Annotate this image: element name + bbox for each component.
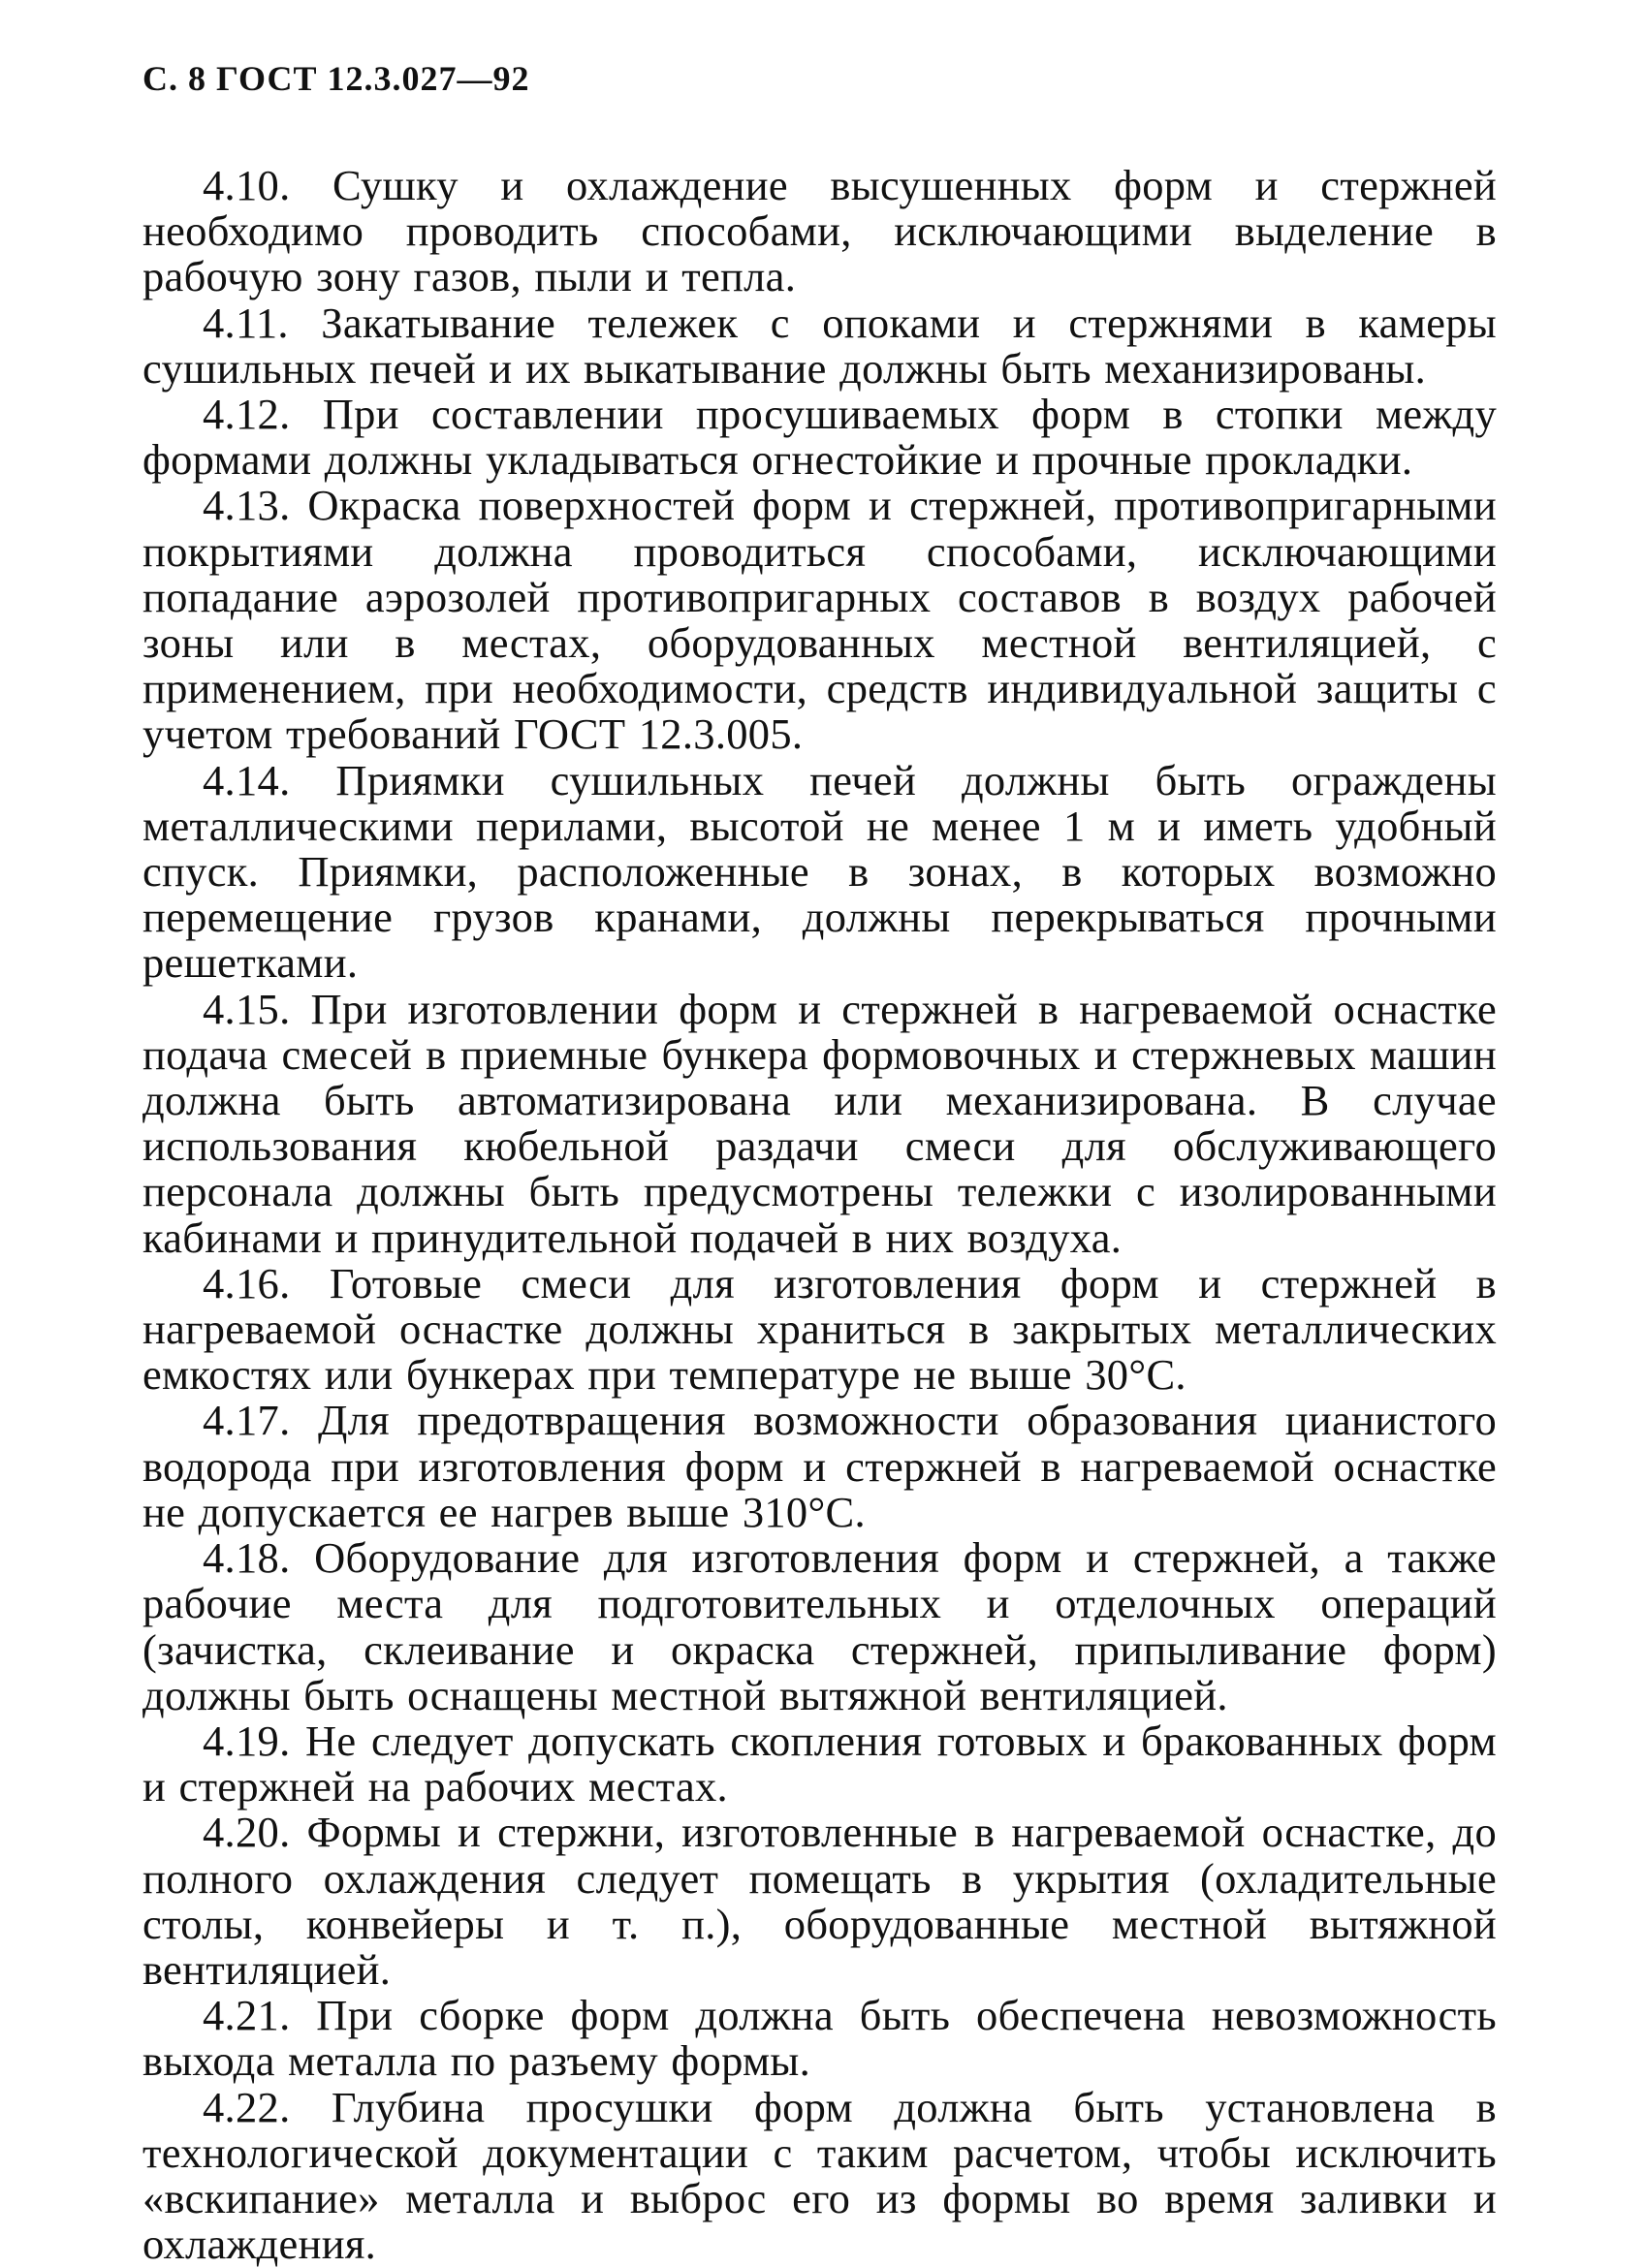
paragraph-4-17: 4.17. Для предотвращения возможности образования цианистого водорода при изготовления форм и стержней в нагреваемой оснастке не допускается ее нагрев выше 310°С. xyxy=(142,1396,1497,1536)
paragraph-4-12: 4.12. При составлении просушиваемых форм в стопки между формами должны укладываться огнестойкие и прочные прокладки. xyxy=(142,390,1497,485)
document-body xyxy=(142,163,1497,2267)
paragraph-4-16: 4.16. Готовые смеси для изготовления форм и стержней в нагреваемой оснастке должны храниться в закрытых металлических емкостях или бункерах при температуре не выше 30°С. xyxy=(142,1258,1497,1400)
paragraph-4-20: 4.20. Формы и стержни, изготовленные в нагреваемой оснастке, до полного охлаждения следует помещать в укрытия (охладительные столы, конвейеры и т. п.), оборудованные местной вытяжной вентиляцией. xyxy=(142,1808,1497,1994)
paragraph-4-10: 4.10. Сушку и охлаждение высушенных форм и стержней необходимо проводить способами, исключающими выделение в рабочую зону газов, пыли и тепла. xyxy=(142,161,1497,301)
paragraph-4-18: 4.18. Оборудование для изготовления форм и стержней, а также рабочие места для подготовительных и отделочных операций (зачистка, склеивание и окраска стержней, припыливание форм) должны быть оснащены местной вытяжной вентиляцией. xyxy=(142,1533,1497,1719)
paragraph-4-14: 4.14. Приямки сушильных печей должны быть ограждены металлическими перилами, высотой не менее 1 м и иметь удобный спуск. Приямки, расположенные в зонах, в которых возможно перемещение грузов кранами, должны перекрываться прочными решетками. xyxy=(142,755,1497,988)
paragraph-4-22: 4.22. Глубина просушки форм должна быть установлена в технологической документации с таким расчетом, чтобы исключить «вскипание» металла и выброс его из формы во время заливки и охлаждения. xyxy=(142,2082,1497,2268)
paragraph-4-19: 4.19. Не следует допускать скопления готовых и бракованных форм и стержней на рабочих местах. xyxy=(142,1716,1497,1811)
paragraph-4-21: 4.21. При сборке форм должна быть обеспечена невозможность выхода металла по разъему формы. xyxy=(142,1991,1497,2086)
page-header: С. 8 ГОСТ 12.3.027—92 xyxy=(142,59,530,98)
paragraph-4-15: 4.15. При изготовлении форм и стержней в нагреваемой оснастке подача смесей в приемные бункера формовочных и стержневых машин должна быть автоматизирована или механизирована. В случае использования кюбельной раздачи смеси для обслуживающего персонала должны быть предусмотрены тележки с изолированными кабинами и принудительной подачей в них воздуха. xyxy=(142,984,1497,1262)
paragraph-4-11: 4.11. Закатывание тележек с опоками и стержнями в камеры сушильных печей и их выкатывание должны быть механизированы. xyxy=(142,298,1497,393)
paragraph-4-13: 4.13. Окраска поверхностей форм и стержней, противопригарными покрытиями должна проводиться способами, исключающими попадание аэрозолей противопригарных составов в воздух рабочей зоны или в местах, оборудованных местной вентиляцией, с применением, при необходимости, средств индивидуальной защиты с учетом требований ГОСТ 12.3.005. xyxy=(142,481,1497,759)
